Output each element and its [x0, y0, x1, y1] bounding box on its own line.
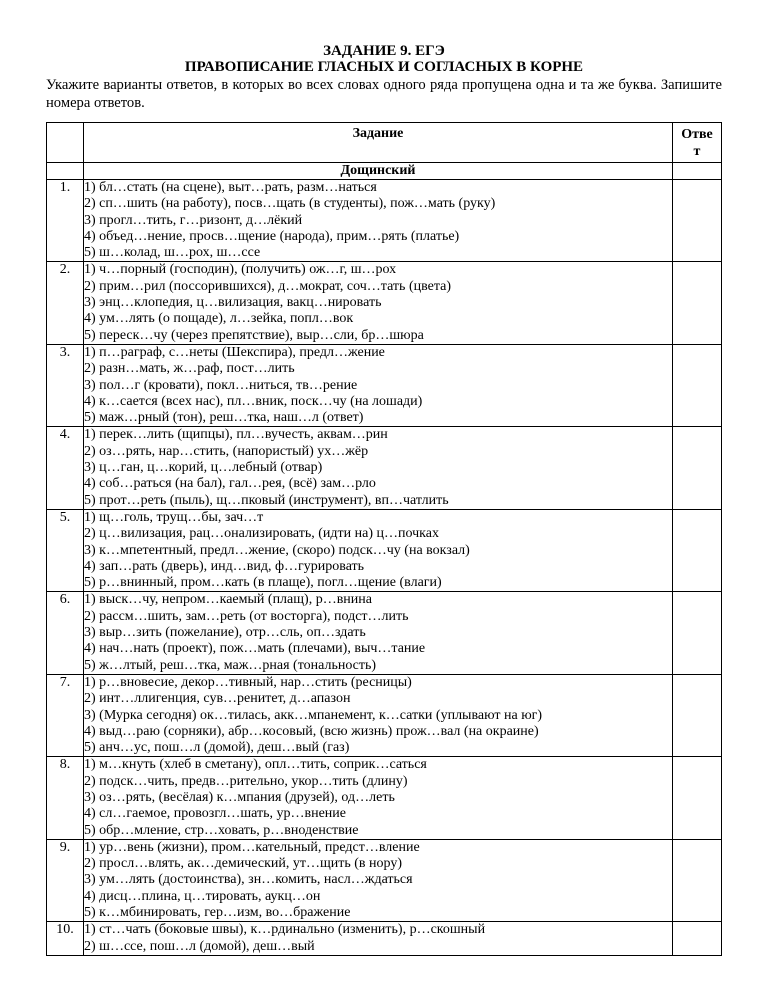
- task-option: 5) ж…лтый, реш…тка, маж…рная (тональность): [84, 657, 377, 673]
- task-options-cell: [84, 757, 673, 839]
- task-option: 1) ч…порный (господин), (получить) ож…г, ш…рох: [84, 262, 397, 278]
- task-number-cell: [47, 592, 84, 674]
- table-row: [47, 180, 722, 262]
- task-option: 4) ум…лять (о пощаде), л…зейка, попл…вок: [84, 311, 354, 327]
- task-number-cell: [47, 839, 84, 921]
- answer-cell[interactable]: [673, 839, 722, 921]
- task-option: 2) прим…рил (поссорившихся), д…мократ, соч…тать (цвета): [84, 278, 452, 294]
- task-option: 3) оз…рять, (весёлая) к…мпания (друзей), од…леть: [84, 789, 395, 805]
- header-answer-cell: [673, 123, 722, 163]
- answer-cell[interactable]: [673, 427, 722, 509]
- task-option: 2) ш…ссе, пош…л (домой), деш…вый: [84, 938, 315, 954]
- task-option: 4) сл…гаемое, провозгл…шать, ур…внение: [84, 806, 346, 822]
- task-option: 3) ум…лять (достоинства), зн…комить, насл…ждаться: [84, 872, 413, 888]
- task-option: 3) энц…клопедия, ц…вилизация, вакц…нировать: [84, 295, 382, 311]
- task-number: 1.: [59, 180, 71, 195]
- table-row: [47, 839, 722, 921]
- task-option: 2) разн…мать, ж…раф, пост…лить: [84, 361, 295, 377]
- task-option: 1) п…раграф, с…неты (Шекспира), предл…жение: [84, 344, 385, 360]
- task-option: 4) выд…раю (сорняки), абр…косовый, (всю жизнь) прож…вал (на окраине): [84, 723, 539, 739]
- answer-cell[interactable]: [673, 180, 722, 262]
- table-row: [47, 509, 722, 591]
- task-options-cell: [84, 344, 673, 426]
- task-option: 2) просл…влять, ак…демический, ут…щить (в нору): [84, 856, 403, 872]
- header-number-cell: [47, 123, 84, 163]
- task-option: 3) пол…г (кровати), покл…ниться, тв…рение: [84, 377, 358, 393]
- section-answer-cell: [673, 163, 722, 180]
- answer-cell[interactable]: [673, 344, 722, 426]
- task-option: 2) рассм…шить, зам…реть (от восторга), подст…лить: [84, 608, 409, 624]
- task-option: 1) бл…стать (на сцене), выт…рать, разм…наться: [84, 180, 377, 195]
- answer-cell[interactable]: [673, 509, 722, 591]
- task-option: 3) (Мурка сегодня) ок…тилась, акк…мпанемент, к…сатки (уплывают на юг): [84, 707, 543, 723]
- task-option: 5) маж…рный (тон), реш…тка, наш…л (ответ): [84, 410, 364, 426]
- task-option: 2) подск…чить, предв…рительно, укор…тить (длину): [84, 773, 408, 789]
- answer-cell[interactable]: [673, 262, 722, 344]
- page-subtitle: ПРАВОПИСАНИЕ ГЛАСНЫХ И СОГЛАСНЫХ В КОРНЕ: [184, 59, 584, 75]
- task-option: 5) ш…колад, ш…рох, ш…ссе: [84, 245, 261, 261]
- task-number: 4.: [59, 427, 71, 443]
- task-number: 7.: [59, 674, 71, 690]
- task-option: 5) р…внинный, пром…кать (в плаще), погл…щение (влаги): [84, 575, 442, 591]
- task-option: 5) анч…ус, пош…л (домой), деш…вый (газ): [84, 740, 350, 756]
- task-option: 2) оз…рять, нар…стить, (напористый) ух…жёр: [84, 443, 369, 459]
- table-row: [47, 427, 722, 509]
- task-option: 1) ст…чать (боковые швы), к…рдинально (изменить), р…скошный: [84, 922, 486, 938]
- task-option: 4) нач…нать (проект), пож…мать (плечами), выч…тание: [84, 641, 426, 657]
- task-option: 1) щ…голь, трущ…бы, зач…т: [84, 509, 264, 525]
- task-option: 3) ц…ган, ц…корий, ц…лебный (отвар): [84, 460, 323, 476]
- section-row: [47, 163, 722, 180]
- task-number: 8.: [59, 757, 71, 773]
- task-option: 4) зап…рать (дверь), инд…вид, ф…гурировать: [84, 558, 365, 574]
- task-number-cell: [47, 757, 84, 839]
- task-option: 3) выр…зить (пожелание), отр…сль, оп…здать: [84, 625, 366, 641]
- task-number: 6.: [59, 592, 71, 608]
- answer-cell[interactable]: [673, 922, 722, 956]
- section-title: Дощинский: [340, 163, 416, 178]
- task-option: 5) прот…реть (пыль), щ…пковый (инструмент), вп…чатлить: [84, 492, 449, 508]
- answer-cell[interactable]: [673, 757, 722, 839]
- task-option: 1) выск…чу, непром…каемый (плащ), р…внина: [84, 592, 372, 608]
- task-number-cell: [47, 674, 84, 756]
- task-option: 1) м…кнуть (хлеб в сметану), опл…тить, соприк…саться: [84, 757, 427, 773]
- header-task-cell: [84, 123, 673, 163]
- section-number-cell: [47, 163, 84, 180]
- table-row: [47, 757, 722, 839]
- task-options-cell: [84, 592, 673, 674]
- header-task-label: Задание: [352, 126, 404, 141]
- section-title-cell: [84, 163, 673, 180]
- task-number: 5.: [59, 509, 71, 525]
- task-option: 3) прогл…тить, г…ризонт, д…лёкий: [84, 212, 303, 228]
- task-number-cell: [47, 427, 84, 509]
- header-answer-label-line1: Отве: [681, 127, 713, 142]
- table-row: [47, 674, 722, 756]
- task-options-cell: [84, 509, 673, 591]
- task-number: 9.: [59, 839, 71, 855]
- task-option: 5) к…мбинировать, гер…изм, во…бражение: [84, 905, 351, 921]
- task-number: 2.: [59, 262, 71, 278]
- task-options-cell: [84, 674, 673, 756]
- task-option: 1) р…вновесие, декор…тивный, нар…стить (ресницы): [84, 674, 412, 690]
- task-option: 4) к…сается (всех нас), пл…вник, поск…чу (на лошади): [84, 393, 423, 409]
- task-number-cell: [47, 922, 84, 956]
- task-options-cell: [84, 839, 673, 921]
- task-options-cell: [84, 262, 673, 344]
- task-option: 4) объед…нение, просв…щение (народа), прим…рять (платье): [84, 228, 460, 244]
- task-option: 4) дисц…плина, ц…тировать, аукц…он: [84, 888, 321, 904]
- tasks-table: [46, 122, 722, 956]
- task-options-cell: [84, 427, 673, 509]
- task-option: 5) обр…мление, стр…ховать, р…вноденствие: [84, 822, 359, 838]
- table-row: [47, 262, 722, 344]
- table-header-row: [47, 123, 722, 163]
- task-option: 2) ц…вилизация, рац…онализировать, (идти на) ц…почках: [84, 526, 439, 542]
- table-row: [47, 592, 722, 674]
- answer-cell[interactable]: [673, 674, 722, 756]
- task-number-cell: [47, 180, 84, 262]
- task-number: 3.: [59, 344, 71, 360]
- task-option: 4) соб…раться (на бал), гал…рея, (всё) зам…рло: [84, 476, 376, 492]
- table-row: [47, 344, 722, 426]
- task-option: 2) инт…ллигенция, сув…ренитет, д…апазон: [84, 691, 351, 707]
- page-title: ЗАДАНИЕ 9. ЕГЭ: [323, 43, 445, 59]
- task-option: 1) перек…лить (щипцы), пл…вучесть, аквам…рин: [84, 427, 388, 443]
- task-options-cell: [84, 922, 673, 956]
- task-option: 2) сп…шить (на работу), посв…щать (в студенты), пож…мать (руку): [84, 196, 496, 212]
- header-answer-label-line2: т: [693, 144, 701, 159]
- task-number: 10.: [56, 922, 74, 938]
- instruction-text: Укажите варианты ответов, в которых во всех словах одного ряда пропущена одна и та же буква. Запишите номера ответов.: [46, 77, 722, 111]
- task-number-cell: [47, 509, 84, 591]
- answer-cell[interactable]: [673, 592, 722, 674]
- task-number-cell: [47, 262, 84, 344]
- task-number-cell: [47, 344, 84, 426]
- task-option: 3) к…мпетентный, предл…жение, (скоро) подск…чу (на вокзал): [84, 542, 470, 558]
- task-option: 5) переск…чу (через препятствие), выр…сли, бр…шюра: [84, 327, 424, 343]
- task-option: 1) ур…вень (жизни), пром…кательный, предст…вление: [84, 839, 420, 855]
- table-row: [47, 922, 722, 956]
- task-options-cell: [84, 180, 673, 262]
